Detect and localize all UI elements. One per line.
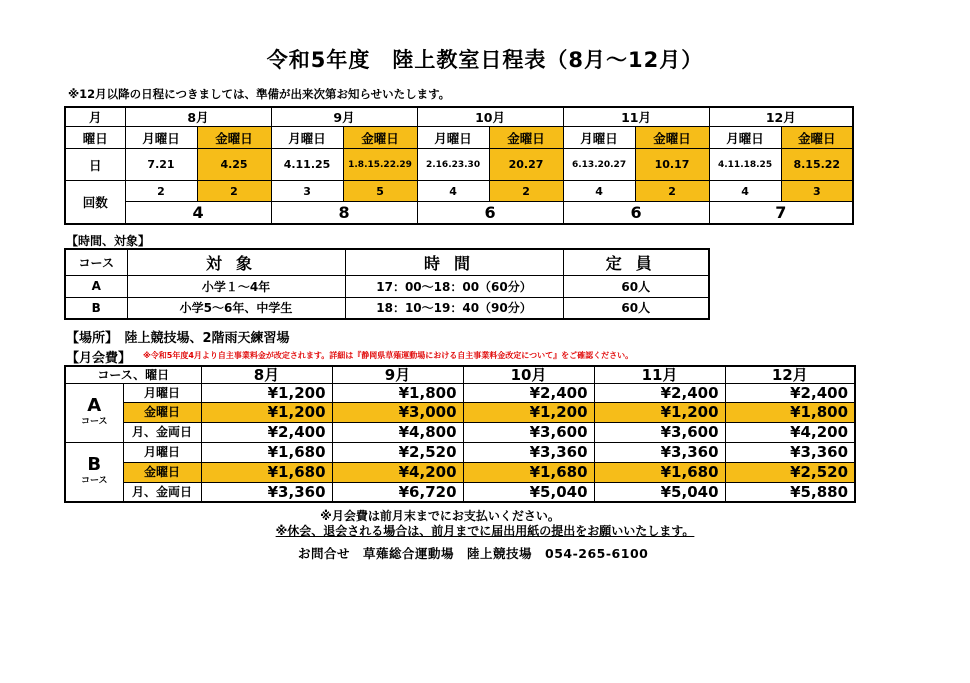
month-total: 7 bbox=[709, 202, 853, 224]
table-row bbox=[65, 402, 855, 422]
mon-dates: 2.16.23.30 bbox=[417, 149, 489, 181]
weekday-fri: 金曜日 bbox=[343, 127, 417, 149]
table-row bbox=[65, 482, 855, 502]
fee-cell: ¥3,000 bbox=[332, 402, 463, 422]
capacity-header: 定員 bbox=[563, 249, 709, 275]
day-label: 日 bbox=[65, 149, 125, 181]
payment-note: ※月会費は前月末までにお支払いください。 bbox=[320, 509, 560, 523]
fee-cell: ¥1,680 bbox=[594, 462, 725, 482]
mon-count: 4 bbox=[709, 181, 781, 202]
fee-cell: ¥3,600 bbox=[594, 422, 725, 442]
table-row bbox=[65, 383, 855, 402]
fee-cell: ¥1,680 bbox=[201, 442, 332, 462]
target-cell: 小学１～4年 bbox=[127, 275, 345, 297]
weekday-label: 月、金両日 bbox=[123, 422, 201, 442]
time-target-heading: 【時間、対象】 bbox=[66, 234, 151, 248]
fee-cell: ¥1,200 bbox=[201, 402, 332, 422]
fee-cell: ¥2,400 bbox=[201, 422, 332, 442]
target-header: 対象 bbox=[127, 249, 345, 275]
target-table bbox=[64, 248, 710, 320]
fee-cell: ¥3,360 bbox=[201, 482, 332, 502]
mon-count: 3 bbox=[271, 181, 343, 202]
page-title: 令和5年度 陸上教室日程表（8月～12月） bbox=[266, 48, 704, 72]
month-header: 11月 bbox=[563, 107, 709, 127]
fee-cell: ¥3,600 bbox=[463, 422, 594, 442]
fee-header-row bbox=[65, 366, 855, 383]
course-suffix: コース bbox=[80, 475, 108, 486]
fee-revision-note: ※令和5年度4月より自主事業料金が改定されます。詳細は『静岡県草薙運動場における自主事業料金改定について』をご確認ください。 bbox=[143, 351, 634, 360]
target-cell: 小学5～6年、中学生 bbox=[127, 297, 345, 319]
contact-info: お問合せ 草薙総合運動場 陸上競技場 054-265-6100 bbox=[298, 546, 649, 561]
fee-cell: ¥5,880 bbox=[725, 482, 855, 502]
time-cell: 18：10～19：40（90分） bbox=[345, 297, 563, 319]
schedule-date-row bbox=[65, 149, 853, 181]
mon-count: 2 bbox=[125, 181, 197, 202]
table-row bbox=[65, 442, 855, 462]
fri-count: 2 bbox=[197, 181, 271, 202]
capacity-cell: 60人 bbox=[563, 297, 709, 319]
place-info: 【場所】 陸上競技場、2階雨天練習場 bbox=[66, 331, 290, 346]
mon-dates: 7.21 bbox=[125, 149, 197, 181]
course-cell: A bbox=[65, 275, 127, 297]
fee-cell: ¥2,400 bbox=[594, 383, 725, 402]
fee-cell: ¥1,800 bbox=[332, 383, 463, 402]
month-header: 12月 bbox=[709, 107, 853, 127]
weekday-label: 月曜日 bbox=[123, 442, 201, 462]
fee-heading: 【月会費】 bbox=[66, 351, 132, 366]
fri-count: 3 bbox=[781, 181, 853, 202]
fri-count: 5 bbox=[343, 181, 417, 202]
fee-cell: ¥3,360 bbox=[463, 442, 594, 462]
weekday-mon: 月曜日 bbox=[563, 127, 635, 149]
fee-cell: ¥1,680 bbox=[201, 462, 332, 482]
schedule-total-row bbox=[65, 202, 853, 224]
fee-cell: ¥5,040 bbox=[594, 482, 725, 502]
weekday-label: 曜日 bbox=[65, 127, 125, 149]
fee-cell: ¥1,200 bbox=[463, 402, 594, 422]
fri-dates: 20.27 bbox=[489, 149, 563, 181]
fee-cell: ¥4,200 bbox=[332, 462, 463, 482]
mon-count: 4 bbox=[417, 181, 489, 202]
fee-cell: ¥3,360 bbox=[594, 442, 725, 462]
fee-cell: ¥1,800 bbox=[725, 402, 855, 422]
fee-month-header: 10月 bbox=[463, 366, 594, 383]
fee-month-header: 12月 bbox=[725, 366, 855, 383]
fee-cell: ¥2,520 bbox=[332, 442, 463, 462]
weekday-label: 金曜日 bbox=[123, 402, 201, 422]
fee-cell: ¥5,040 bbox=[463, 482, 594, 502]
capacity-cell: 60人 bbox=[563, 275, 709, 297]
fee-cell: ¥1,200 bbox=[201, 383, 332, 402]
month-total: 4 bbox=[125, 202, 271, 224]
month-total: 6 bbox=[563, 202, 709, 224]
fee-table bbox=[64, 365, 856, 503]
course-suffix: コース bbox=[80, 416, 108, 427]
fri-dates: 10.17 bbox=[635, 149, 709, 181]
schedule-table bbox=[64, 106, 854, 225]
fee-cell: ¥3,360 bbox=[725, 442, 855, 462]
weekday-fri: 金曜日 bbox=[781, 127, 853, 149]
fee-cell: ¥2,520 bbox=[725, 462, 855, 482]
mon-dates: 4.11.18.25 bbox=[709, 149, 781, 181]
weekday-label: 月曜日 bbox=[123, 383, 201, 402]
schedule-weekday-row bbox=[65, 127, 853, 149]
weekday-label: 金曜日 bbox=[123, 462, 201, 482]
weekday-mon: 月曜日 bbox=[125, 127, 197, 149]
weekday-mon: 月曜日 bbox=[271, 127, 343, 149]
fee-cell: ¥2,400 bbox=[463, 383, 594, 402]
withdraw-note: ※休会、退会される場合は、前月までに届出用紙の提出をお願いいたします。 bbox=[275, 524, 695, 538]
schedule-note: ※12月以降の日程につきましては、準備が出来次第お知らせいたします。 bbox=[68, 87, 451, 101]
fee-month-header: 8月 bbox=[201, 366, 332, 383]
mon-dates: 6.13.20.27 bbox=[563, 149, 635, 181]
fri-dates: 1.8.15.22.29 bbox=[343, 149, 417, 181]
fee-month-header: 11月 bbox=[594, 366, 725, 383]
table-row bbox=[65, 422, 855, 442]
month-header: 9月 bbox=[271, 107, 417, 127]
table-row bbox=[65, 297, 709, 319]
weekday-fri: 金曜日 bbox=[635, 127, 709, 149]
weekday-mon: 月曜日 bbox=[709, 127, 781, 149]
time-header: 時間 bbox=[345, 249, 563, 275]
weekday-fri: 金曜日 bbox=[489, 127, 563, 149]
fri-count: 2 bbox=[635, 181, 709, 202]
month-total: 6 bbox=[417, 202, 563, 224]
fri-count: 2 bbox=[489, 181, 563, 202]
fee-cell: ¥1,200 bbox=[594, 402, 725, 422]
course-a-label bbox=[65, 383, 123, 442]
schedule-month-row bbox=[65, 107, 853, 127]
month-header: 10月 bbox=[417, 107, 563, 127]
fri-dates: 8.15.22 bbox=[781, 149, 853, 181]
course-name: B bbox=[87, 453, 102, 475]
course-name: A bbox=[87, 394, 102, 416]
table-row bbox=[65, 275, 709, 297]
weekday-mon: 月曜日 bbox=[417, 127, 489, 149]
weekday-fri: 金曜日 bbox=[197, 127, 271, 149]
fee-cell: ¥4,800 bbox=[332, 422, 463, 442]
time-cell: 17：00～18：00（60分） bbox=[345, 275, 563, 297]
course-header: コース bbox=[65, 249, 127, 275]
count-label: 回数 bbox=[65, 181, 125, 224]
month-header: 8月 bbox=[125, 107, 271, 127]
course-b-label bbox=[65, 442, 123, 502]
mon-count: 4 bbox=[563, 181, 635, 202]
course-weekday-header: コース、曜日 bbox=[65, 366, 201, 383]
fee-month-header: 9月 bbox=[332, 366, 463, 383]
mon-dates: 4.11.25 bbox=[271, 149, 343, 181]
fri-dates: 4.25 bbox=[197, 149, 271, 181]
weekday-label: 月、金両日 bbox=[123, 482, 201, 502]
fee-cell: ¥4,200 bbox=[725, 422, 855, 442]
fee-cell: ¥2,400 bbox=[725, 383, 855, 402]
course-cell: B bbox=[65, 297, 127, 319]
fee-cell: ¥6,720 bbox=[332, 482, 463, 502]
schedule-count-row bbox=[65, 181, 853, 202]
month-label: 月 bbox=[65, 107, 125, 127]
fee-cell: ¥1,680 bbox=[463, 462, 594, 482]
table-row bbox=[65, 462, 855, 482]
month-total: 8 bbox=[271, 202, 417, 224]
